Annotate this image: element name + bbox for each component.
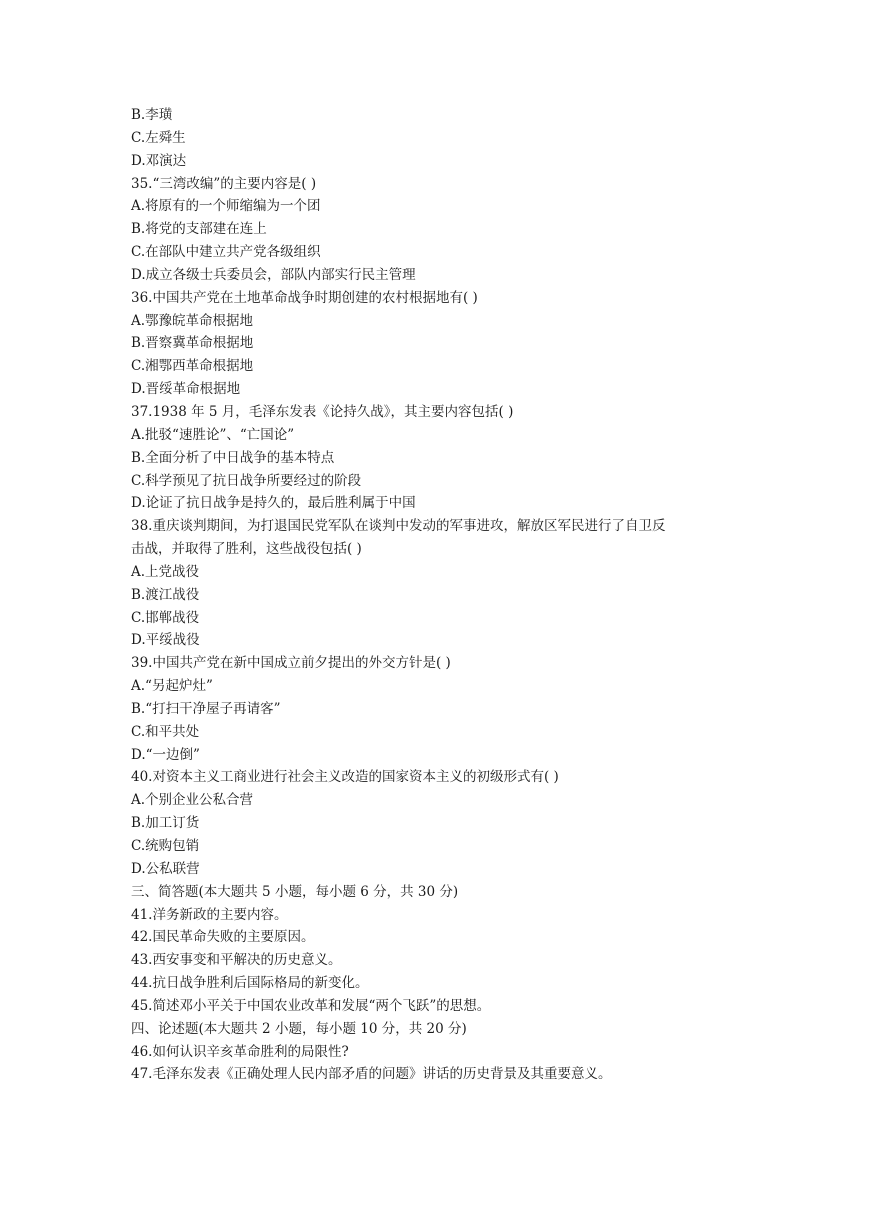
q38-option-b: B.渡江战役	[131, 586, 200, 603]
q39-option-d: D.“一边倒”	[131, 746, 200, 763]
question-47: 47.毛泽东发表《正确处理人民内部矛盾的问题》讲话的历史背景及其重要意义。	[131, 1066, 612, 1083]
q39-option-c: C.和平共处	[131, 723, 200, 740]
q37-option-d: D.论证了抗日战争是持久的，最后胜利属于中国	[131, 495, 416, 512]
question-40: 40.对资本主义工商业进行社会主义改造的国家资本主义的初级形式有( )	[131, 769, 559, 786]
q35-option-b: B.将党的支部建在连上	[131, 221, 267, 238]
section-3-heading: 三、简答题(本大题共 5 小题，每小题 6 分，共 30 分)	[131, 883, 459, 900]
q40-option-d: D.公私联营	[131, 860, 200, 877]
q39-option-b: B.“打扫干净屋子再请客”	[131, 700, 281, 717]
q37-option-a: A.批驳“速胜论”、“亡国论”	[131, 426, 295, 443]
q35-option-a: A.将原有的一个师缩编为一个团	[131, 198, 321, 215]
question-45: 45.简述邓小平关于中国农业改革和发展“两个飞跃”的思想。	[131, 997, 491, 1014]
q36-option-d: D.晋绥革命根据地	[131, 381, 241, 398]
q39-option-a: A.“另起炉灶”	[131, 678, 213, 695]
question-37: 37.1938 年 5 月，毛泽东发表《论持久战》，其主要内容包括( )	[131, 403, 514, 420]
section-4-heading: 四、论述题(本大题共 2 小题，每小题 10 分，共 20 分)	[131, 1020, 467, 1037]
question-41: 41.洋务新政的主要内容。	[131, 906, 288, 923]
option-d-line: D.邓演达	[131, 152, 187, 169]
question-46: 46.如何认识辛亥革命胜利的局限性?	[131, 1043, 349, 1060]
q36-option-c: C.湘鄂西革命根据地	[131, 358, 254, 375]
q40-option-b: B.加工订货	[131, 815, 200, 832]
q40-option-a: A.个别企业公私合营	[131, 792, 254, 809]
question-38-line-2: 击战，并取得了胜利，这些战役包括( )	[131, 541, 362, 558]
q36-option-b: B.晋察冀革命根据地	[131, 335, 254, 352]
q38-option-c: C.邯郸战役	[131, 609, 200, 626]
option-b-line: B.李璜	[131, 107, 173, 123]
document-page	[131, 104, 771, 1086]
question-44: 44.抗日战争胜利后国际格局的新变化。	[131, 975, 369, 992]
q35-option-d: D.成立各级士兵委员会，部队内部实行民主管理	[131, 266, 416, 283]
q37-option-c: C.科学预见了抗日战争所要经过的阶段	[131, 472, 362, 489]
question-38-line-1: 38.重庆谈判期间，为打退国民党军队在谈判中发动的军事进攻，解放区军民进行了自卫反	[131, 518, 666, 535]
question-39: 39.中国共产党在新中国成立前夕提出的外交方针是( )	[131, 655, 451, 672]
q37-option-b: B.全面分析了中日战争的基本特点	[131, 449, 335, 466]
q40-option-c: C.统购包销	[131, 838, 200, 854]
q38-option-a: A.上党战役	[131, 563, 200, 580]
q38-option-d: D.平绥战役	[131, 632, 200, 649]
question-36: 36.中国共产党在土地革命战争时期创建的农村根据地有( )	[131, 289, 478, 306]
question-35: 35.“三湾改编”的主要内容是( )	[131, 175, 317, 192]
option-c-line: C.左舜生	[131, 129, 186, 146]
question-43: 43.西安事变和平解决的历史意义。	[131, 952, 342, 969]
q36-option-a: A.鄂豫皖革命根据地	[131, 312, 254, 329]
q35-option-c: C.在部队中建立共产党各级组织	[131, 244, 321, 261]
question-42: 42.国民革命失败的主要原因。	[131, 929, 315, 946]
